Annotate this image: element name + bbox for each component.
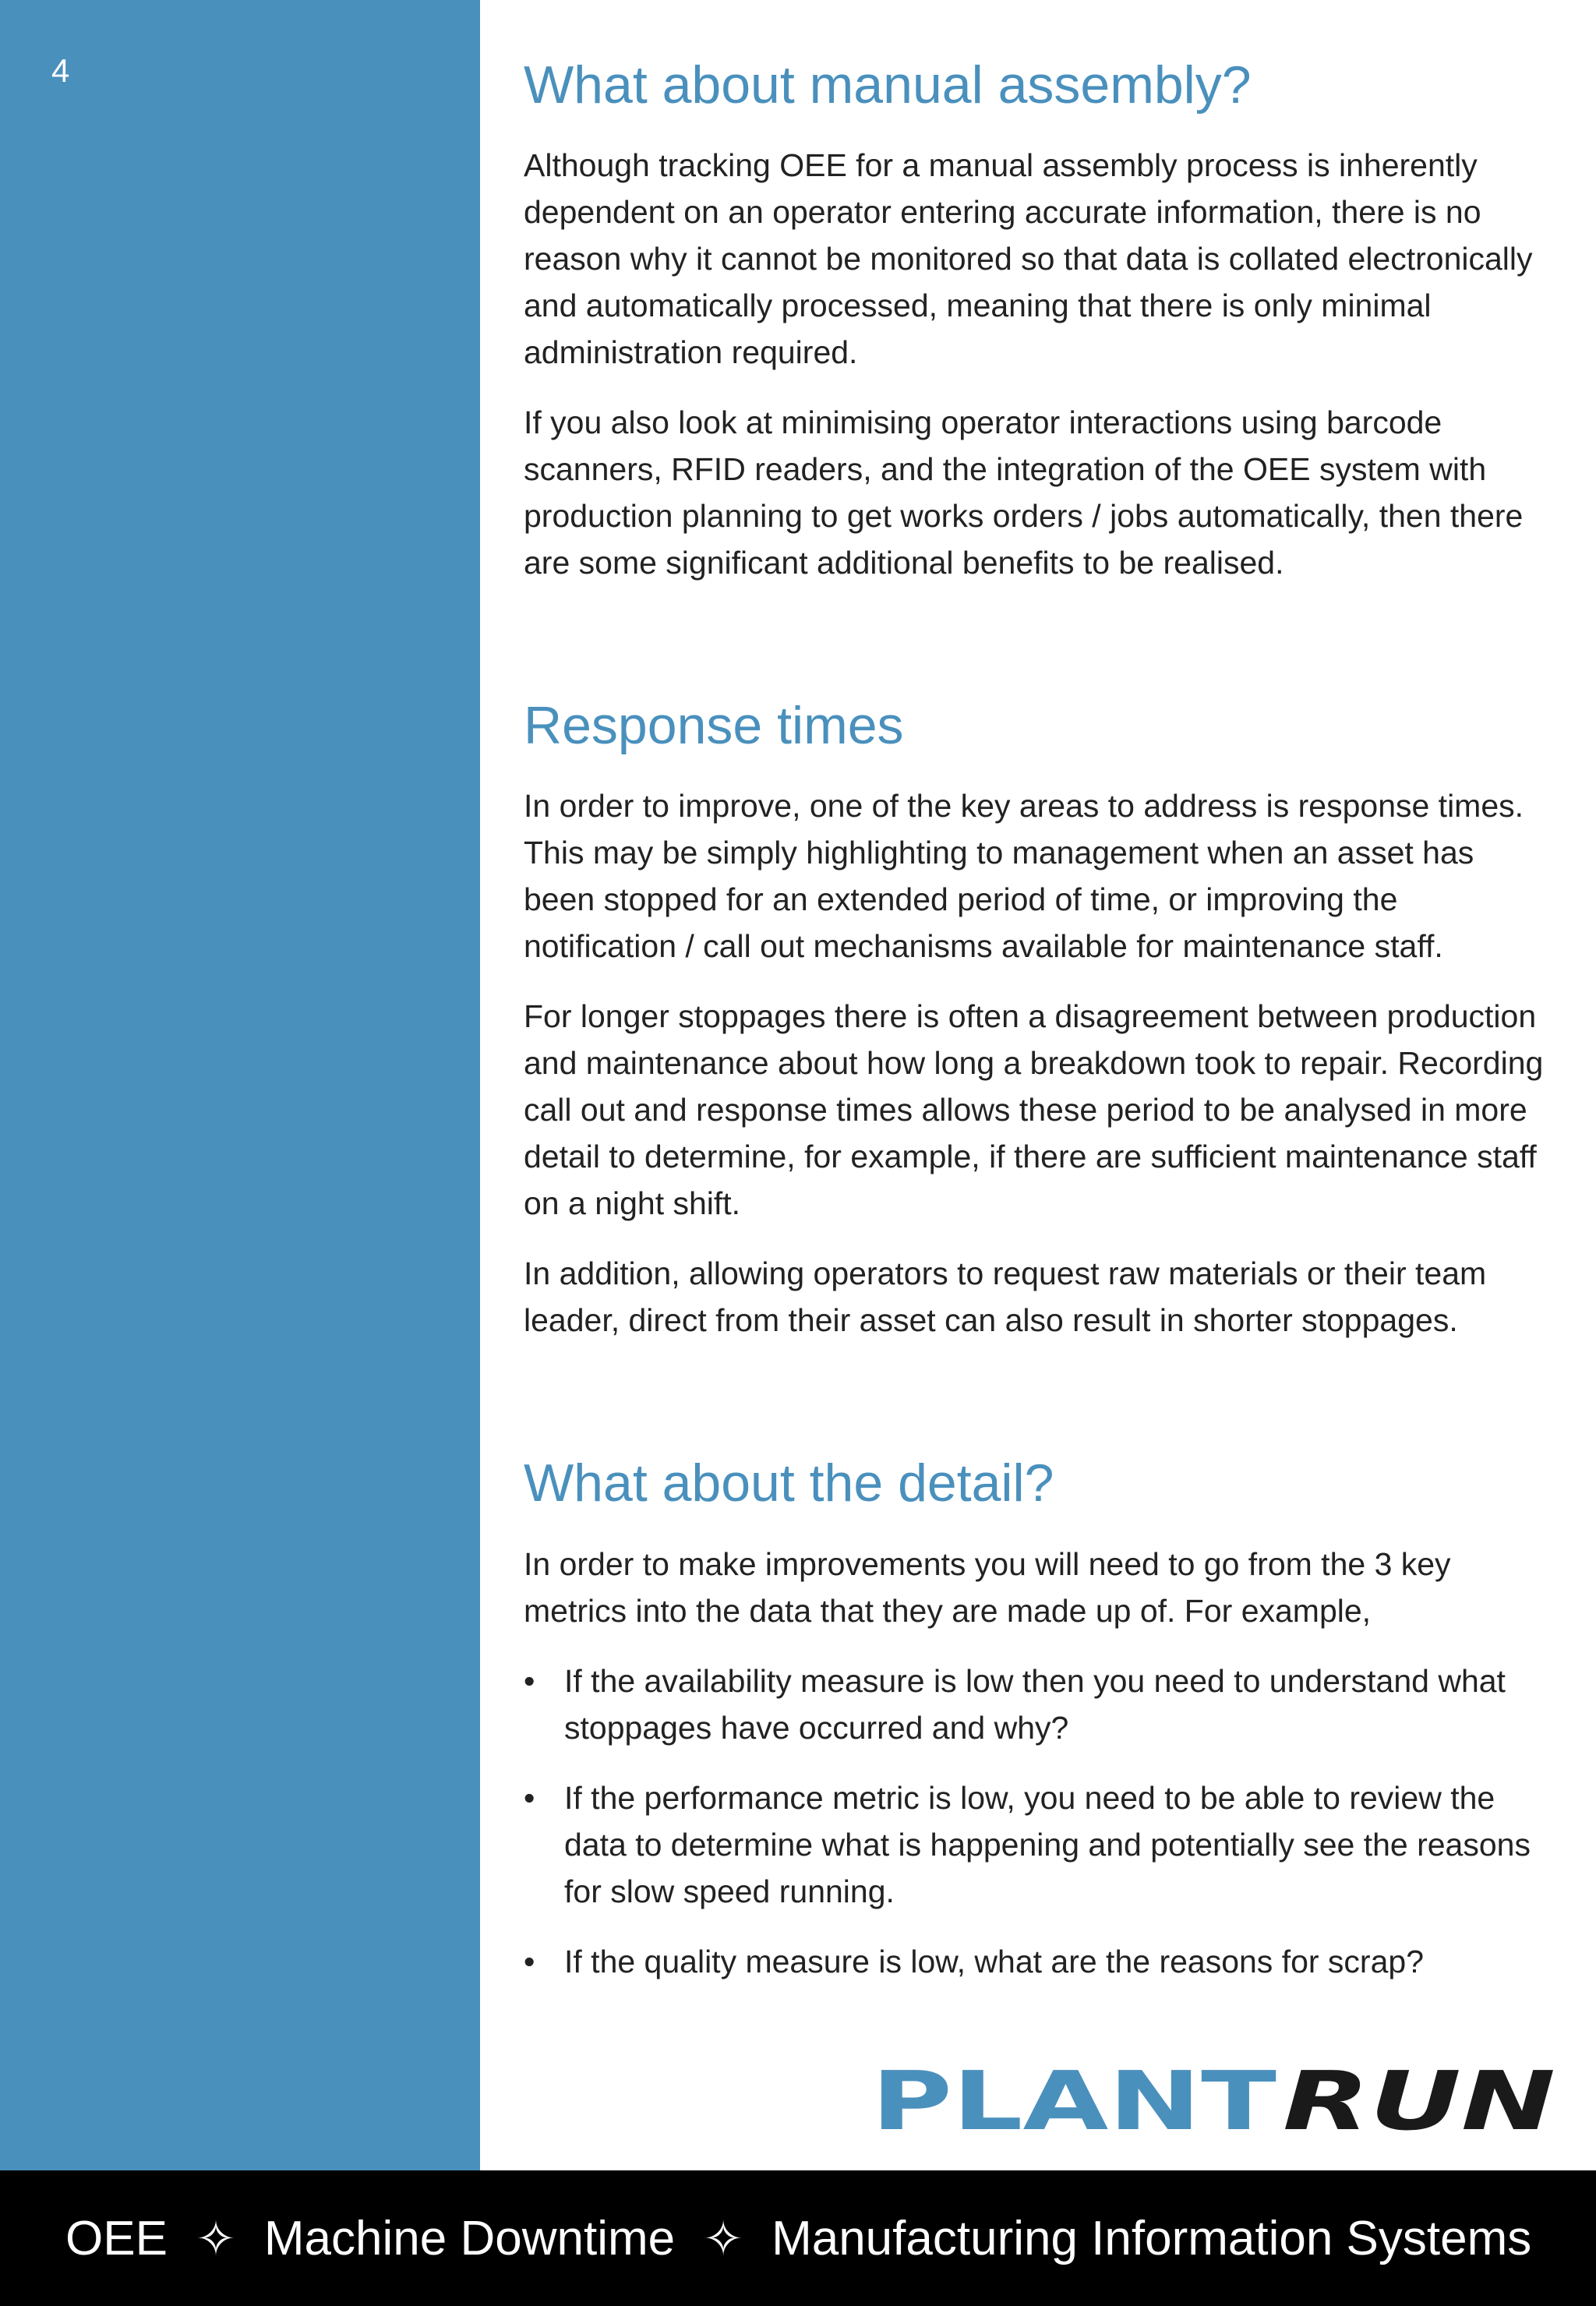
- section-response-times: [524, 695, 1545, 1344]
- main-content: [524, 55, 1545, 2008]
- list-item: [524, 1775, 1545, 1915]
- section-detail: [524, 1453, 1545, 1984]
- bullet-icon: •: [524, 1779, 535, 1816]
- logo-text-plant: PLANT: [871, 2067, 1277, 2137]
- section-spacer: [524, 609, 1545, 695]
- section-spacer: [524, 1367, 1545, 1453]
- section-heading: What about manual assembly?: [524, 55, 1252, 115]
- footer-item-oee: OEE: [65, 2211, 168, 2265]
- list-item-text: If the performance metric is low, you need to be able to review the data to determine what is happening and potentially see the reasons for slow speed running.: [564, 1779, 1531, 1909]
- section-heading: What about the detail?: [524, 1453, 1054, 1513]
- paragraph: For longer stoppages there is often a disagreement between production and maintenance about how long a breakdown took to repair. Recording call out and response times allows these period to be analysed in more detail to determine, for example, if there are sufficient maintenance staff on a night shift.: [524, 998, 1544, 1222]
- sidebar: [0, 0, 480, 2170]
- paragraph: In addition, allowing operators to request raw materials or their team leader, direct from their asset can also result in shorter stoppages.: [524, 1255, 1487, 1339]
- list-item: [524, 1938, 1545, 1985]
- paragraph: If you also look at minimising operator interactions using barcode scanners, RFID readers, and the integration of the OEE system with production planning to get works orders / jobs automatically, then there are some significant additional benefits to be realised.: [524, 404, 1524, 581]
- footer-item-machine-downtime: Machine Downtime: [263, 2211, 676, 2265]
- bullet-icon: •: [524, 1943, 535, 1979]
- sparkle-icon: ✧: [195, 2212, 236, 2266]
- paragraph: Although tracking OEE for a manual assembly process is inherently dependent on an operator entering accurate information, there is no reason why it cannot be monitored so that data is collated electronically and automatically processed, meaning that there is only minimal administration required.: [524, 147, 1533, 371]
- logo-text-run: RUN: [1283, 2067, 1555, 2137]
- bullet-list: [524, 1658, 1545, 1985]
- paragraph: In order to make improvements you will need to go from the 3 key metrics into the data that they are made up of. For example,: [524, 1545, 1451, 1629]
- bullet-icon: •: [524, 1662, 535, 1699]
- sparkle-icon: ✧: [703, 2212, 744, 2266]
- list-item-text: If the quality measure is low, what are the reasons for scrap?: [564, 1943, 1424, 1979]
- section-heading: Response times: [524, 696, 904, 756]
- section-manual-assembly: [524, 55, 1545, 586]
- plantrun-logo: [871, 2067, 1557, 2137]
- paragraph: In order to improve, one of the key areas to address is response times. This may be simply highlighting to management when an asset has been stopped for an extended period of time, or improving the notification / call out mechanisms available for maintenance staff.: [524, 788, 1524, 965]
- page-number: 4: [51, 52, 70, 89]
- footer-item-manufacturing-information-systems: Manufacturing Information Systems: [772, 2211, 1532, 2265]
- list-item: [524, 1658, 1545, 1751]
- footer-bar: [0, 2170, 1596, 2306]
- list-item-text: If the availability measure is low then you need to understand what stoppages have occurred and why?: [564, 1662, 1506, 1746]
